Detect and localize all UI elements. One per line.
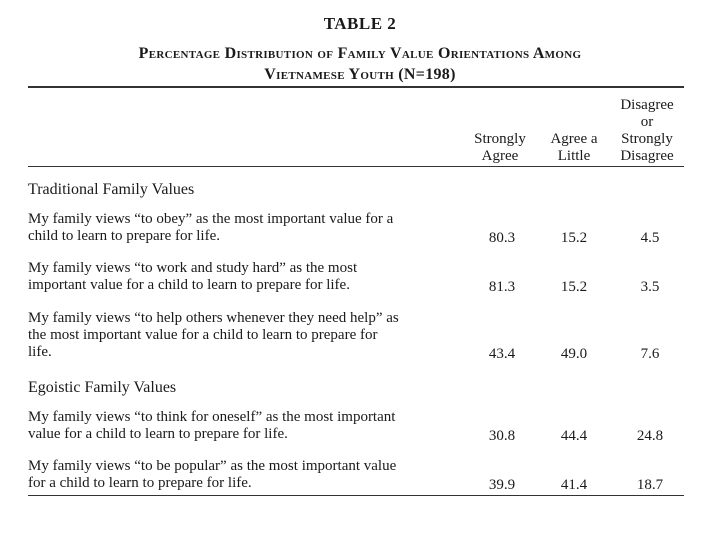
row-label-line: value for a child to learn to prepare for life.: [28, 426, 288, 442]
column-header-agree-a-little: [534, 131, 614, 165]
column-header-line: Agree a: [550, 131, 598, 147]
column-header-line: Strongly: [621, 131, 673, 147]
cell-disagree: 3.5: [640, 279, 660, 295]
row-label-line: My family views “to think for oneself” as the most important: [28, 409, 396, 425]
cell-strongly-agree: 30.8: [488, 428, 516, 444]
cell-disagree: 7.6: [640, 346, 660, 362]
cell-disagree: 4.5: [640, 230, 660, 246]
section-title-traditional: Traditional Family Values: [28, 181, 195, 198]
column-header-disagree: [607, 97, 687, 165]
cell-disagree: 18.7: [636, 477, 664, 493]
section-title-egoistic: Egoistic Family Values: [28, 379, 177, 396]
row-label-line: life.: [28, 344, 52, 360]
cell-strongly-agree: 43.4: [488, 346, 516, 362]
cell-strongly-agree: 81.3: [488, 279, 516, 295]
row-label: [28, 260, 468, 294]
cell-agree-a-little: 15.2: [560, 230, 588, 246]
row-label-line: the most important value for a child to learn to prepare for: [28, 327, 378, 343]
row-label-line: child to learn to prepare for life.: [28, 228, 220, 244]
row-label: [28, 409, 468, 443]
row-label-line: My family views “to help others whenever they need help” as: [28, 310, 399, 326]
table-number: TABLE 2: [323, 14, 397, 33]
table-caption-line-1: Percentage Distribution of Family Value Orientations Among: [138, 45, 582, 62]
column-header-line: Disagree: [620, 148, 674, 164]
cell-agree-a-little: 15.2: [560, 279, 588, 295]
top-rule: [28, 86, 684, 88]
cell-agree-a-little: 49.0: [560, 346, 588, 362]
header-rule: [28, 166, 684, 167]
column-header-line: Strongly: [474, 131, 526, 147]
row-label-line: My family views “to work and study hard” as the most: [28, 260, 358, 276]
row-label-line: My family views “to obey” as the most important value for a: [28, 211, 394, 227]
cell-disagree: 24.8: [636, 428, 664, 444]
row-label: [28, 458, 468, 492]
row-label: [28, 310, 468, 361]
table-caption-line-2: Vietnamese Youth (N=198): [264, 66, 456, 83]
bottom-rule: [28, 495, 684, 496]
cell-agree-a-little: 41.4: [560, 477, 588, 493]
row-label-line: My family views “to be popular” as the most important value: [28, 458, 397, 474]
column-header-line: Little: [557, 148, 591, 164]
cell-strongly-agree: 80.3: [488, 230, 516, 246]
row-label: [28, 211, 468, 245]
row-label-line: for a child to learn to prepare for life.: [28, 475, 252, 491]
cell-strongly-agree: 39.9: [488, 477, 516, 493]
column-header-line: Disagree: [620, 97, 674, 113]
row-label-line: important value for a child to learn to prepare for life.: [28, 277, 350, 293]
cell-agree-a-little: 44.4: [560, 428, 588, 444]
column-header-line: or: [640, 114, 654, 130]
column-header-line: Agree: [481, 148, 519, 164]
column-header-strongly-agree: [460, 131, 540, 165]
